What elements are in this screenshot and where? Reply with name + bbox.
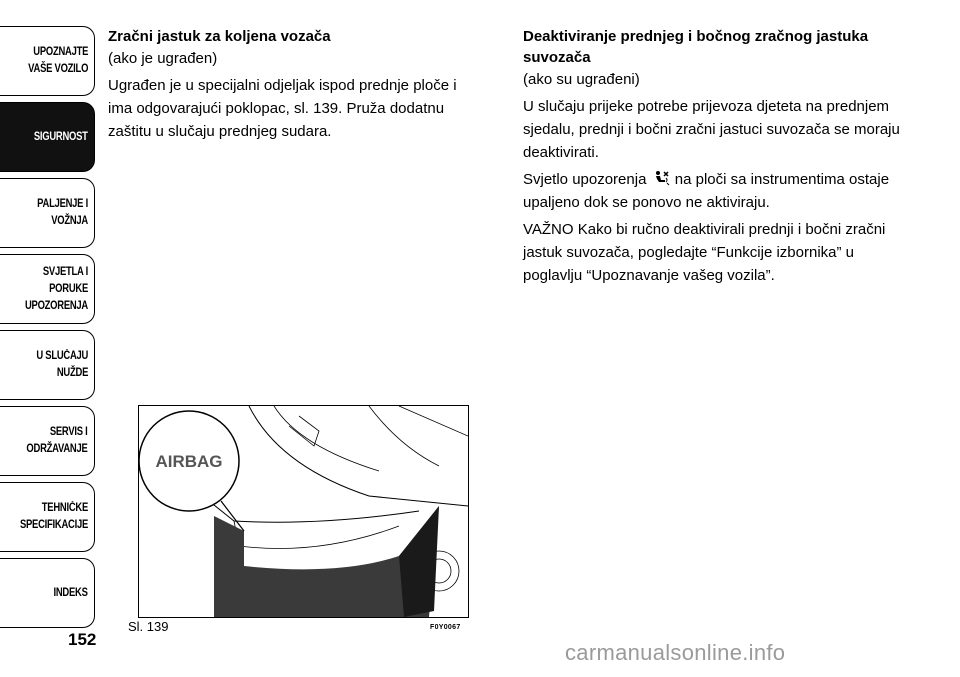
- knee-airbag-figure: [138, 405, 469, 618]
- passenger-airbag-off-icon: [652, 170, 670, 186]
- figure-caption: Sl. 139: [128, 619, 169, 634]
- tab-label: UPOZNAJTE VAŠE VOZILO: [27, 46, 88, 75]
- right-column: [523, 26, 913, 291]
- tab-tehnicke-specifikacije[interactable]: [0, 482, 95, 552]
- paragraph: [523, 168, 913, 214]
- tab-label: U SLUČAJU NUŽDE: [36, 350, 88, 379]
- figure-code: F0Y0067: [430, 624, 461, 631]
- airbag-label: AIRBAG: [155, 452, 223, 471]
- section-heading: Zračni jastuk za koljena vozača: [108, 28, 331, 45]
- tab-indeks[interactable]: [0, 558, 95, 628]
- tab-label: SERVIS I ODRŽAVANJE: [26, 426, 88, 455]
- section-heading: Deaktiviranje prednjeg i bočnog zračnog jastuka suvozača: [523, 28, 869, 66]
- tab-upoznajte-vase-vozilo[interactable]: [0, 26, 95, 96]
- tab-servis-i-odrzavanje[interactable]: [0, 406, 95, 476]
- tab-paljenje-i-voznja[interactable]: [0, 178, 95, 248]
- tab-svjetla-i-poruke[interactable]: [0, 254, 95, 324]
- tab-label: INDEKS: [53, 586, 88, 599]
- tab-label: PALJENJE I VOŽNJA: [37, 198, 88, 227]
- tab-label: TEHNIČKE SPECIFIKACIJE: [19, 502, 88, 531]
- knee-airbag-illustration: [139, 406, 468, 617]
- page-number: 152: [68, 630, 97, 649]
- tab-label: SIGURNOST: [34, 130, 88, 143]
- paragraph: Ugrađen je u specijalni odjeljak ispod prednje ploče i ima odgovarajući poklopac, sl. 139. Pruža dodatnu zaštitu u slučaju prednjeg sudara.: [108, 77, 457, 140]
- tab-sigurnost[interactable]: [0, 102, 95, 172]
- paragraph: U slučaju prijeke potrebe prijevoza djeteta na prednjem sjedalu, prednji i bočni zračni jastuci suvozača se moraju deaktivirati.: [523, 98, 900, 161]
- watermark: carmanualsonline.info: [565, 640, 786, 665]
- left-column: [108, 26, 483, 147]
- tab-u-slucaju-nuzde[interactable]: [0, 330, 95, 400]
- tab-label: SVJETLA I PORUKE UPOZORENJA: [24, 265, 88, 312]
- paragraph-text: na ploči sa instrumentima ostaje upaljeno dok se ponovo ne aktiviraju.: [523, 171, 890, 211]
- paragraph: (ako je ugrađen): [108, 50, 218, 67]
- paragraph-text: Svjetlo upozorenja: [523, 171, 647, 188]
- paragraph: (ako su ugrađeni): [523, 71, 640, 88]
- paragraph: VAŽNO Kako bi ručno deaktivirali prednji i bočni zračni jastuk suvozača, pogledajte “Funkcije izbornika” u poglavlju “Upoznavanje vašeg vozila”.: [523, 221, 886, 284]
